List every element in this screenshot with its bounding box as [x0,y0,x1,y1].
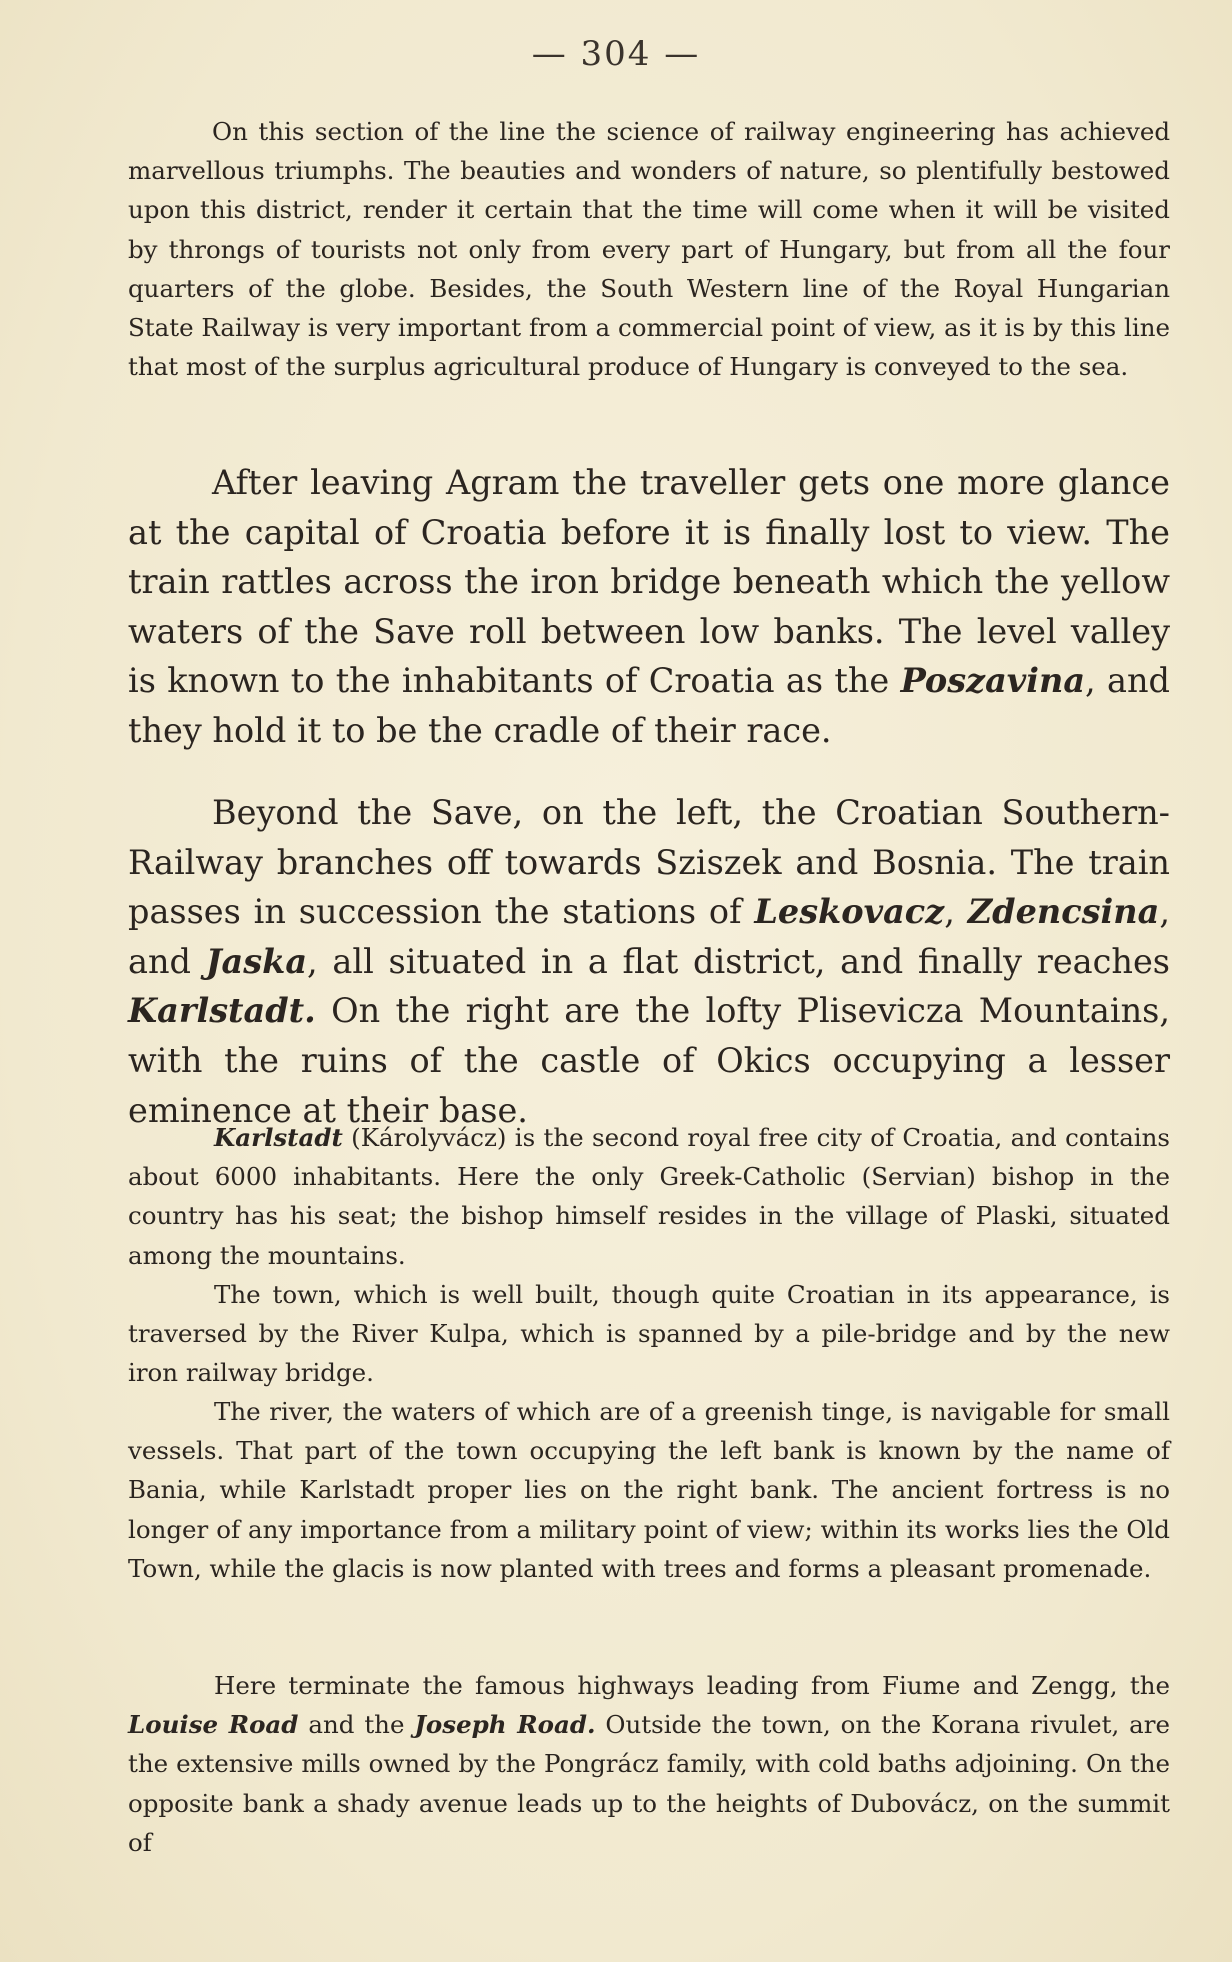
text-run: , all situated in a flat district, and finally reaches [307,941,1170,981]
text-run: Beyond the Save, on the left, the Croatian Southern-Railway branches off towards Sziszek and Bosnia. The train passes in succession the stations of [128,793,1170,932]
place-name: Jaska [205,941,308,981]
paragraph-text: The river, the waters of which are of a greenish tinge, is navigable for small vessels. That part of the town occupying the left bank is known by the name of Bania, while Karlstadt proper lies on the right bank. The ancient fortress is no longer of any importance from a military point of view; within its works lies the Old Town, while the glacis is now planted with trees and forms a pleasant promenade. [128,1397,1170,1583]
page-number: — 304 — [531,34,701,74]
place-name: Leskovacz [754,892,945,932]
paragraph-karlstadt [128,1118,1170,1275]
text-run: On the right are the lofty Plisevicza Mountains, with the ruins of the castle of Okics occupying a lesser eminence at their base. [128,991,1170,1130]
paragraph-save [128,788,1170,1135]
place-name: Poszavina [900,661,1086,701]
place-name: Zdencsina [967,892,1160,932]
place-name: Karlstadt [214,1123,343,1152]
text-run: , and they hold it to be the cradle of their race. [128,661,1170,750]
text-run: , and [128,892,1170,981]
text-run: , [944,892,968,932]
paragraph-town [128,1275,1170,1393]
paragraph-text: The town, which is well built, though quite Croatian in its appearance, is traversed by the River Kulpa, which is spanned by a pile-bridge and by the new iron railway bridge. [128,1280,1170,1388]
paragraph-highways [128,1666,1170,1862]
text-run: Here terminate the famous highways leading from Fiume and Zengg, the [214,1671,1170,1700]
paragraph-engineering [128,112,1170,386]
text-run: (Károlyvácz) is the second royal free city of Croatia, and contains about 6000 inhabitants. Here the only Greek-Catholic (Servian) bishop in the country has his seat; the bishop himself resides in the village of Plaski, situated among the mountains. [128,1123,1170,1270]
road-name: Louise Road [128,1710,299,1740]
paragraph-text: On this section of the line the science of railway engineering has achieved marvellous triumphs. The beauties and wonders of nature, so plentifully bestowed upon this district, render it certain that the time will come when it will be visited by throngs of tourists not only from every part of Hungary, but from all the four quarters of the globe. Besides, the South Western line of the Royal Hungarian State Railway is very important from a commercial point of view, as it is by this line that most of the surplus agricultural produce of Hungary is conveyed to the sea. [128,117,1170,382]
place-name: Karlstadt. [128,991,316,1031]
text-run: After leaving Agram the traveller gets one more glance at the capital of Croatia before it is finally lost to view. The train rattles across the iron bridge beneath which the yellow waters of the Save roll between low banks. The level valley is known to the inhabitants of Croatia as the [128,463,1170,701]
paragraph-agram [128,458,1170,756]
paragraph-river [128,1392,1170,1588]
text-run: and the [298,1710,415,1740]
road-name: Joseph Road. [414,1710,596,1740]
text-run: Outside the town, on the Korana rivulet, are the extensive mills owned by the Pongrácz family, with cold baths adjoining. On the opposite bank a shady avenue leads up to the heights of Dubovácz, on the summit of [128,1710,1170,1857]
